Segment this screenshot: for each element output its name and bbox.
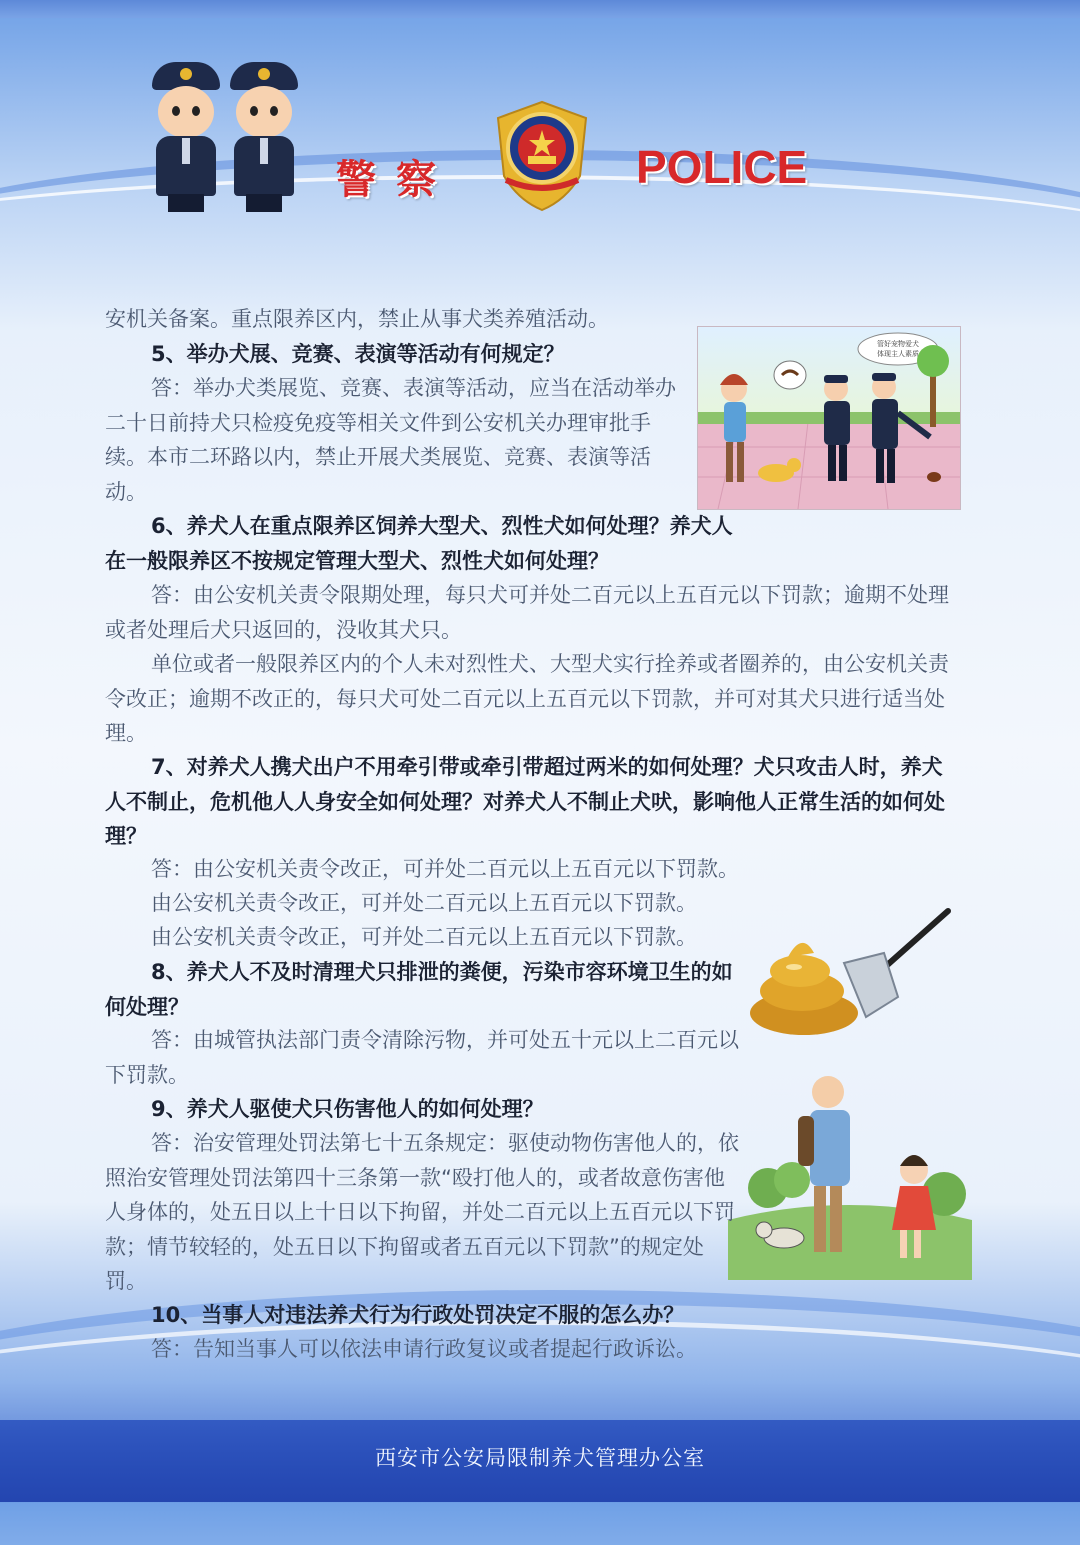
answer-7-third: 由公安机关责令改正，可并处二百元以上五百元以下罚款。	[151, 925, 697, 949]
question-8: 8、养犬人不及时清理犬只排泄的粪便，污染市容环境卫生的如何处理？	[105, 960, 733, 1019]
poster-header	[0, 0, 1080, 280]
question-7: 7、对养犬人携犬出户不用牵引带或牵引带超过两米的如何处理？犬只攻击人时，养犬人不制止，危机他人人身安全如何处理？对养犬人不制止犬吠，影响他人正常生活的如何处理？	[105, 755, 945, 848]
question-5: 5、举办犬展、竞赛、表演等活动有何规定？	[151, 342, 565, 366]
answer-5: 答：举办犬类展览、竞赛、表演等活动，应当在活动举办二十日前持犬只检疫免疫等相关文件到公安机关办理审批手续。本市二环路以内，禁止开展犬类展览、竞赛、表演等活动。	[105, 376, 676, 504]
footer-organization: 西安市公安局限制养犬管理办公室	[375, 1446, 705, 1470]
answer-7-second: 由公安机关责令改正，可并处二百元以上五百元以下罚款。	[151, 891, 697, 915]
answer-7: 答：由公安机关责令改正，可并处二百元以上五百元以下罚款。	[151, 857, 739, 881]
question-9: 9、养犬人驱使犬只伤害他人的如何处理？	[151, 1097, 544, 1121]
svg-text:体现主人素质: 体现主人素质	[877, 350, 919, 358]
answer-6-continued: 单位或者一般限养区内的个人未对烈性犬、大型犬实行拴养或者圈养的，由公安机关责令改正；逾期不改正的，每只犬可处二百元以上五百元以下罚款，并可对其犬只进行适当处理。	[105, 652, 949, 745]
police-officer-cartoon-male	[144, 62, 228, 212]
answer-6: 答：由公安机关责令限期处理，每只犬可并处二百元以上五百元以下罚款；逾期不处理或者处理后犬只返回的，没收其犬只。	[105, 583, 949, 642]
answer-10: 答：告知当事人可以依法申请行政复议或者提起行政诉讼。	[151, 1337, 697, 1361]
question-6: 6、养犬人在重点限养区饲养大型犬、烈性犬如何处理？养犬人在一般限养区不按规定管理大型犬、烈性犬如何处理？	[105, 514, 733, 573]
illustration-police-guidance	[697, 326, 961, 510]
answer-8: 答：由城管执法部门责令清除污物，并可处五十元以上二百元以下罚款。	[105, 1028, 739, 1087]
paragraph-continued: 安机关备案。重点限养区内，禁止从事犬类养殖活动。	[105, 307, 609, 331]
speech-bubble-text: 管好宠物爱犬	[877, 340, 919, 348]
question-10: 10、当事人对违法养犬行为行政处罚决定不服的怎么办？	[151, 1303, 685, 1327]
answer-9: 答：治安管理处罚法第七十五条规定：驱使动物伤害他人的，依照治安管理处罚法第四十三条第一款“殴打他人的，或者故意伤害他人身体的，处五日以上十日以下拘留，并处二百元以上五百元以下罚款；情节较轻的，处五日以下拘留或者五百元以下罚款”的规定处罚。	[105, 1131, 739, 1293]
illustration-dog-harms-person	[728, 1070, 972, 1280]
header-title-cn: 警察	[336, 157, 456, 203]
police-emblem-icon	[486, 96, 598, 214]
header-title-en: POLICE	[636, 141, 808, 193]
police-officer-cartoon-female	[222, 62, 306, 212]
